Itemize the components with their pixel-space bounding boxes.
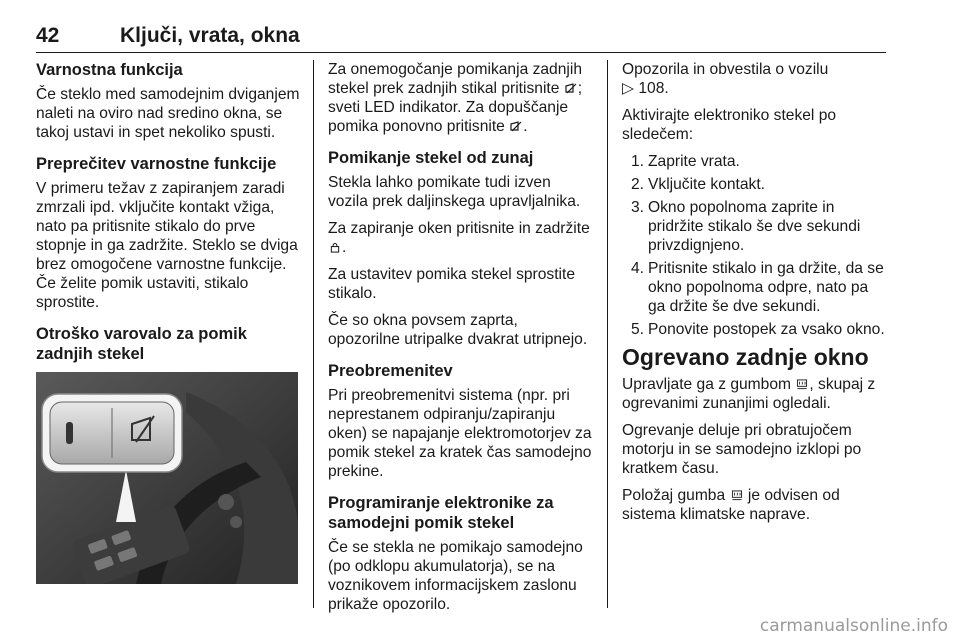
heading-programming: Programiranje elektronike za samodejni pomik stekel xyxy=(328,494,554,532)
heading-override: Preprečitev varnostne funkcije xyxy=(36,155,277,173)
page-number: 42 xyxy=(36,24,60,47)
page-header xyxy=(36,18,886,53)
child-lock-icon xyxy=(510,121,522,132)
paragraph-activate: Aktivirajte elektroniko stekel po sledečem: xyxy=(622,107,837,143)
list-item: 5. Ponovite postopek za vsako okno. xyxy=(631,321,885,338)
paragraph-override: V primeru težav z zapiranjem zaradi zmrzali ipd. vključite kontakt vžiga, nato pa pritisnite stikalo do prve stopnje in ga zadržite. Steklo se dviga brez omogočene varnostne funkcije. Če želite pomik ustaviti, stikalo sprostite. xyxy=(36,180,298,311)
door-switch-illustration xyxy=(36,372,298,584)
paragraph-remote-3: Za ustavitev pomika stekel sprostite stikalo. xyxy=(328,266,576,302)
list-item: 2. Vključite kontakt. xyxy=(631,176,766,193)
paragraph-reference: Opozorila in obvestila o vozilu ▷ 108. xyxy=(622,61,829,97)
list-item: 4. Pritisnite stikalo in ga držite, da se okno popolnoma odpre, nato pa ga držite še dve sekundi. xyxy=(631,260,884,315)
paragraph-heated-1: Upravljate ga z gumbom , skupaj z ogrevanimi zunanjimi ogledali. xyxy=(622,376,876,412)
paragraph-remote-2: Za zapiranje oken pritisnite in zadržite . xyxy=(328,220,590,256)
heading-safety-function: Varnostna funkcija xyxy=(36,61,183,79)
child-lock-icon xyxy=(565,83,577,94)
column-right xyxy=(622,60,888,532)
heading-child-lock: Otroško varovalo za pomik zadnjih stekel xyxy=(36,325,247,363)
watermark: carmanualsonline.info xyxy=(759,616,948,636)
heading-overload: Preobremenitev xyxy=(328,362,453,380)
lock-icon xyxy=(329,242,341,253)
paragraph-remote-4: Če so okna povsem zaprta, opozorilne utripalke dvakrat utripnejo. xyxy=(328,312,588,348)
heading-heated-rear-window: Ogrevano zadnje okno xyxy=(622,344,869,370)
column-divider xyxy=(313,60,314,608)
steps-list xyxy=(622,152,888,339)
list-item: 3. Okno popolnoma zaprite in pridržite stikalo še dve sekundi privzdignjeno. xyxy=(631,199,861,254)
column-divider xyxy=(607,60,608,608)
paragraph-remote-1: Stekla lahko pomikate tudi izven vozila prek daljinskega upravljalnika. xyxy=(328,174,581,210)
paragraph-heated-3: Položaj gumba je odvisen od sistema klimatske naprave. xyxy=(622,487,840,523)
child-lock-switch-photo xyxy=(36,372,298,584)
heading-remote-operation: Pomikanje stekel od zunaj xyxy=(328,149,534,167)
rear-defrost-icon xyxy=(731,490,743,501)
chapter-title: Ključi, vrata, okna xyxy=(120,24,300,47)
reference-arrow-icon: ▷ xyxy=(622,80,634,97)
paragraph-programming: Če se stekla ne pomikajo samodejno (po odklopu akumulatorja), se na voznikovem informacijskem zaslonu prikaže opozorilo. xyxy=(328,539,583,613)
paragraph-heated-2: Ogrevanje deluje pri obratujočem motorju in se samodejno izklopi po kratkem času. xyxy=(622,422,862,477)
column-middle xyxy=(328,60,594,622)
list-item: 1. Zaprite vrata. xyxy=(631,153,740,170)
column-left xyxy=(36,60,302,584)
rear-defrost-icon xyxy=(796,379,808,390)
paragraph-disable-rear: Za onemogočanje pomikanja zadnjih stekel prek zadnjih stikal pritisnite ; sveti LED indikator. Za dopuščanje pomika ponovno pritisnite . xyxy=(328,61,583,135)
paragraph-safety: Če steklo med samodejnim dviganjem naleti na oviro nad sredino okna, se takoj ustavi in spet nekoliko spusti. xyxy=(36,86,300,141)
paragraph-overload: Pri preobremenitvi sistema (npr. pri neprestanem odpiranju/zapiranju oken) se napajanje elektromotorjev za pomik stekel za kratek čas samodejno prekine. xyxy=(328,387,592,480)
